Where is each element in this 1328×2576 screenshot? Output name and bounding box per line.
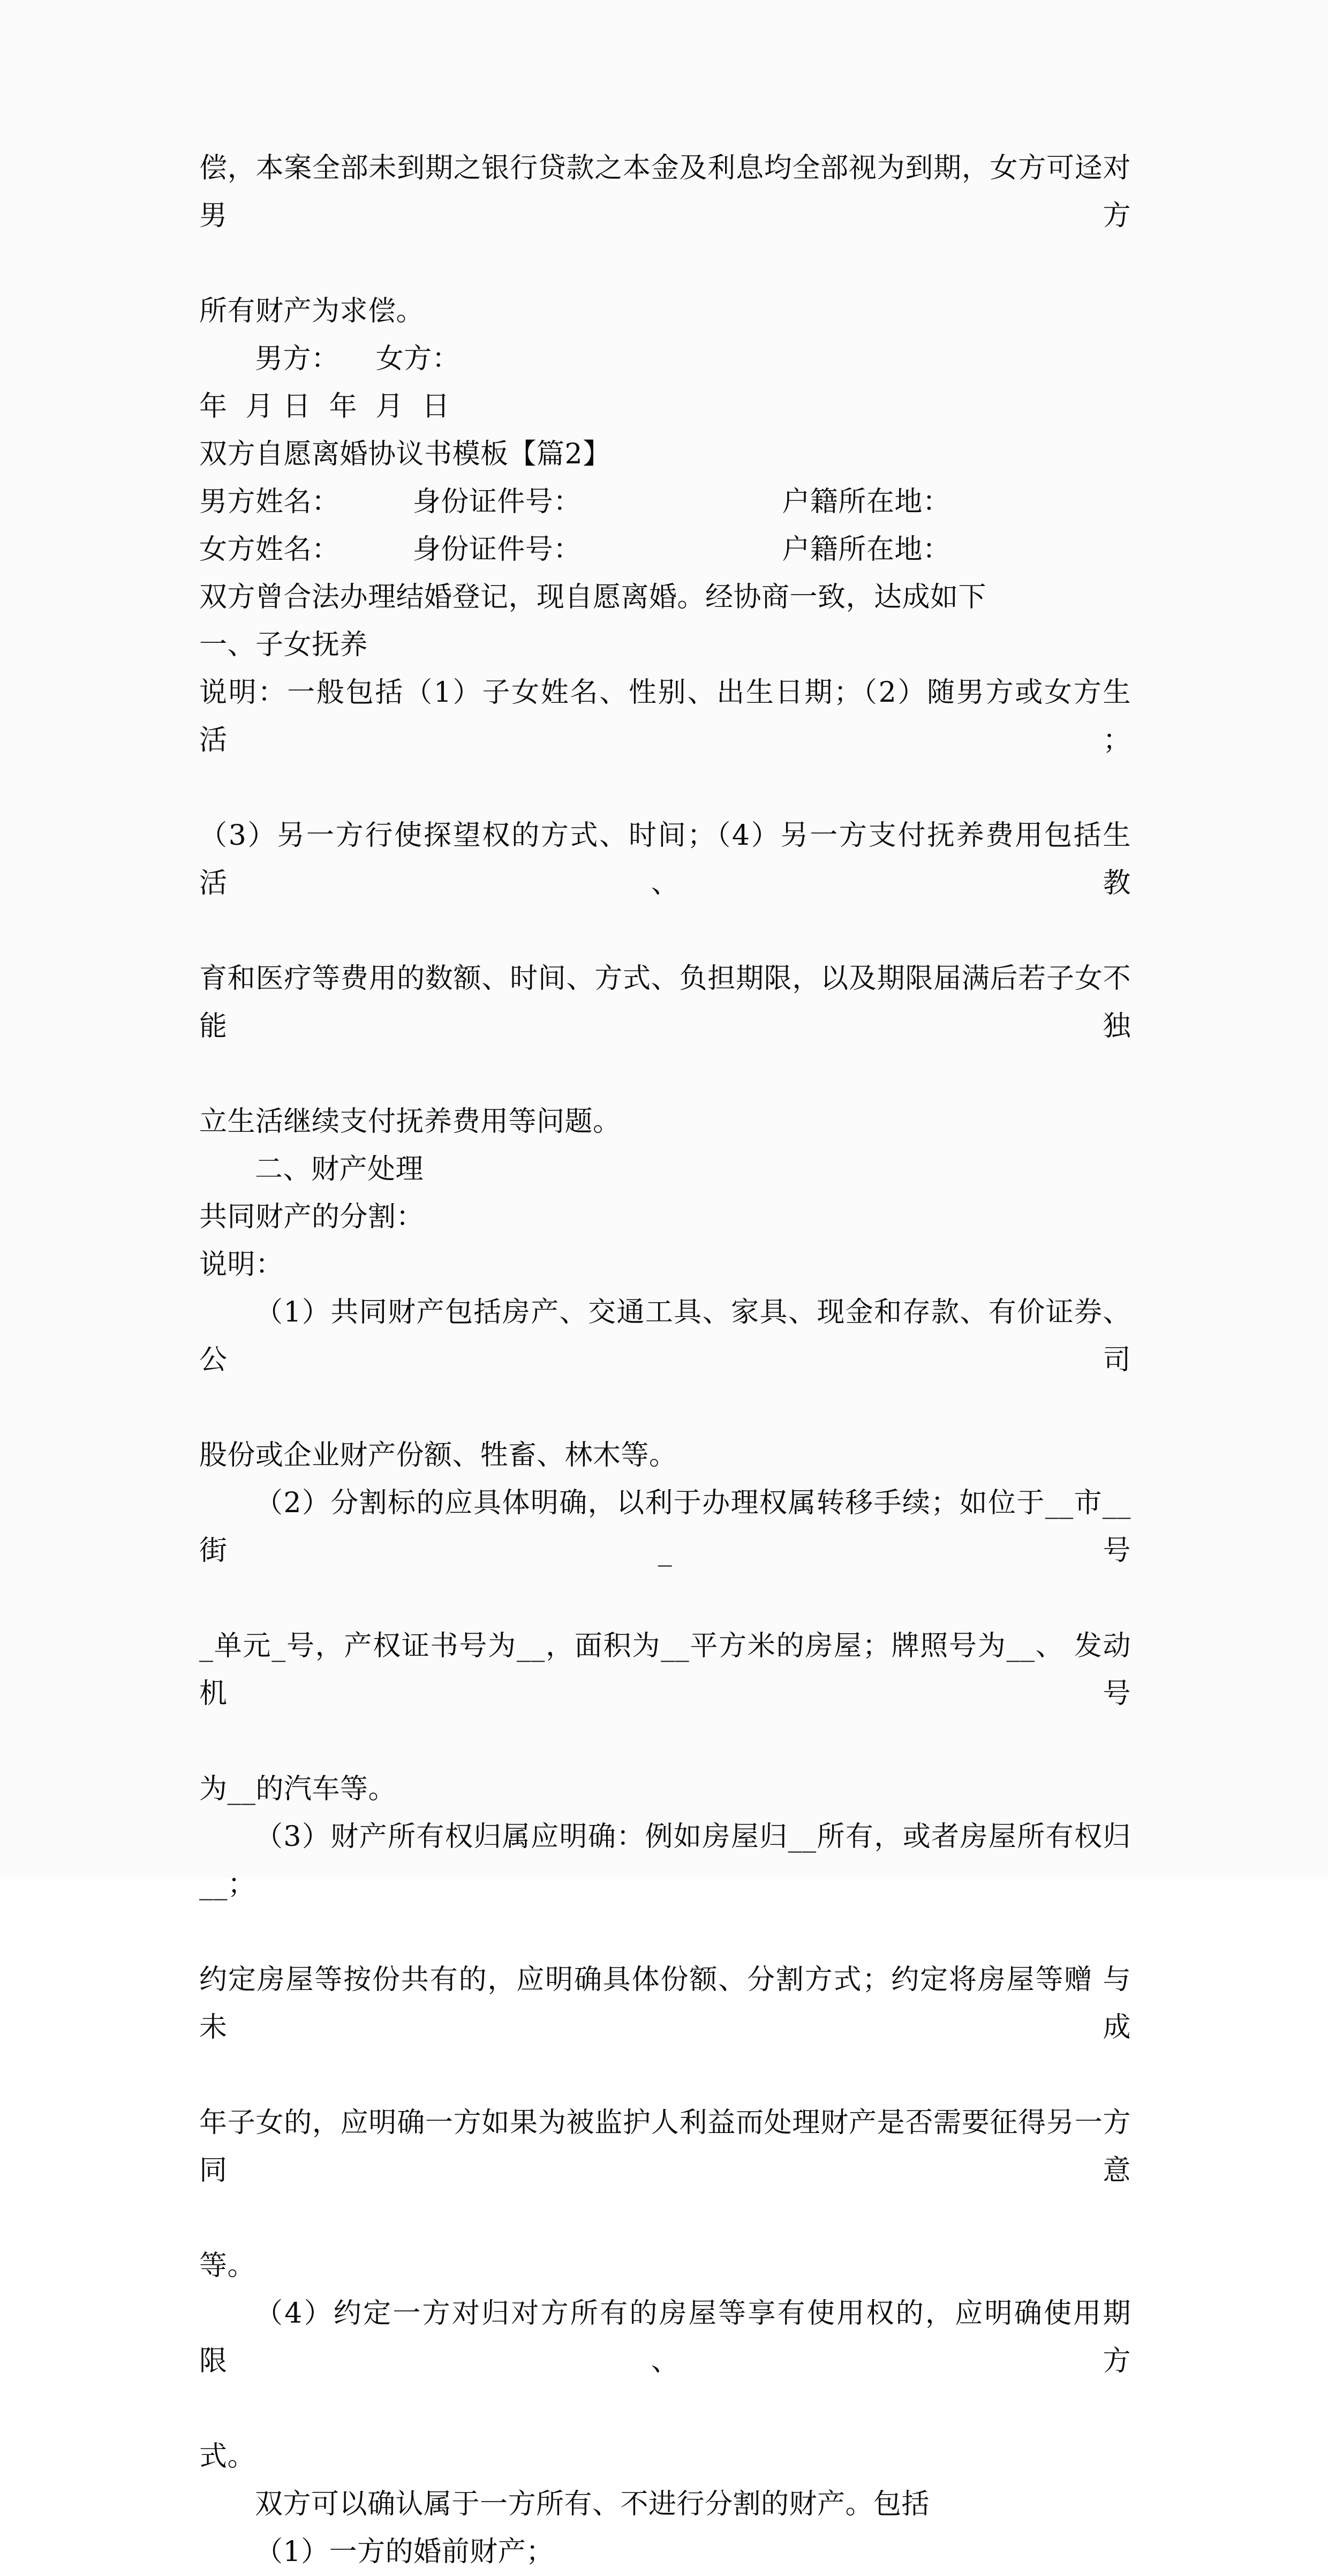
text-line-item-4-line1: （4）约定一方对归对方所有的房屋等享有使用权的，应明确使用期限、方 (199, 2297, 1131, 2377)
text-line-explain-1-line2: （3）另一方行使探望权的方式、时间；（4）另一方支付抚养费用包括生活、教 (199, 820, 1131, 899)
text-line-preamble: 双方曾合法办理结婚登记，现自愿离婚。经协商一致，达成如下 (199, 581, 987, 613)
text-line-item-1-line2: 股份或企业财产份额、牲畜、林木等。 (199, 1439, 677, 1471)
text-line-explain-1-line3: 育和医疗等费用的数额、时间、方式、负担期限，以及期限届满后若子女不能独 (199, 963, 1131, 1042)
text-line-item-3-line1: （3）财产所有权归属应明确：例如房屋归__所有，或者房屋所有权归__； (199, 1821, 1131, 1901)
text-line-item-4-line2: 式。 (199, 2440, 256, 2473)
text-line-section-title: 双方自愿离婚协议书模板【篇2】 (199, 438, 611, 470)
text-line-heading-1: 一、子女抚养 (199, 629, 368, 661)
text-line-explain-2-label: 说明： (199, 1249, 284, 1281)
text-line-signature-dates: 年 月 日 年 月 日 (199, 390, 450, 423)
text-line-explain-1-line1: 说明：一般包括（1）子女姓名、性别、出生日期；（2）随男方或女方生活； (199, 677, 1131, 756)
text-line-exclusion-1: （1）一方的婚前财产； (255, 2536, 554, 2568)
text-line-item-2-line3: 为__的汽车等。 (199, 1773, 397, 1805)
text-line-item-3-line4: 等。 (199, 2250, 256, 2282)
text-line-item-3-line2: 约定房屋等按份共有的，应明确具体份额、分割方式；约定将房屋等赠 与未成 (199, 1964, 1131, 2044)
text-line-item-3-line3: 年子女的，应明确一方如果为被监护人利益而处理财产是否需要征得另一方同意 (199, 2107, 1131, 2187)
text-line-male-info-row: 男方姓名： 身份证件号： 户籍所在地： (199, 486, 951, 518)
text-line-female-info-row: 女方姓名： 身份证件号： 户籍所在地： (199, 534, 951, 566)
text-line-signature-parties: 男方： 女方： (255, 343, 461, 375)
text-line-explain-1-line4: 立生活继续支付抚养费用等问题。 (199, 1106, 621, 1138)
text-line-item-2-line1: （2）分割标的应具体明确，以利于办理权属转移手续；如位于__市__街_号 (199, 1487, 1131, 1567)
text-line-property-split-label: 共同财产的分割： (199, 1201, 425, 1233)
text-line-heading-2: 二、财产处理 (255, 1153, 424, 1185)
document-text-body (199, 145, 1131, 2576)
text-line-confirm-line: 双方可以确认属于一方所有、不进行分割的财产。包括 (255, 2488, 930, 2520)
text-line-item-2-line2: _单元_号，产权证书号为__，面积为__平方米的房屋；牌照号为__、 发动机号 (199, 1630, 1131, 1710)
text-line-para-continuation-2: 所有财产为求偿。 (199, 295, 425, 327)
text-line-item-1-line1: （1）共同财产包括房产、交通工具、家具、现金和存款、有价证券、公司 (199, 1296, 1131, 1376)
text-line-para-continuation: 偿，本案全部未到期之银行贷款之本金及利息均全部视为到期，女方可迳对男方 (199, 152, 1131, 232)
